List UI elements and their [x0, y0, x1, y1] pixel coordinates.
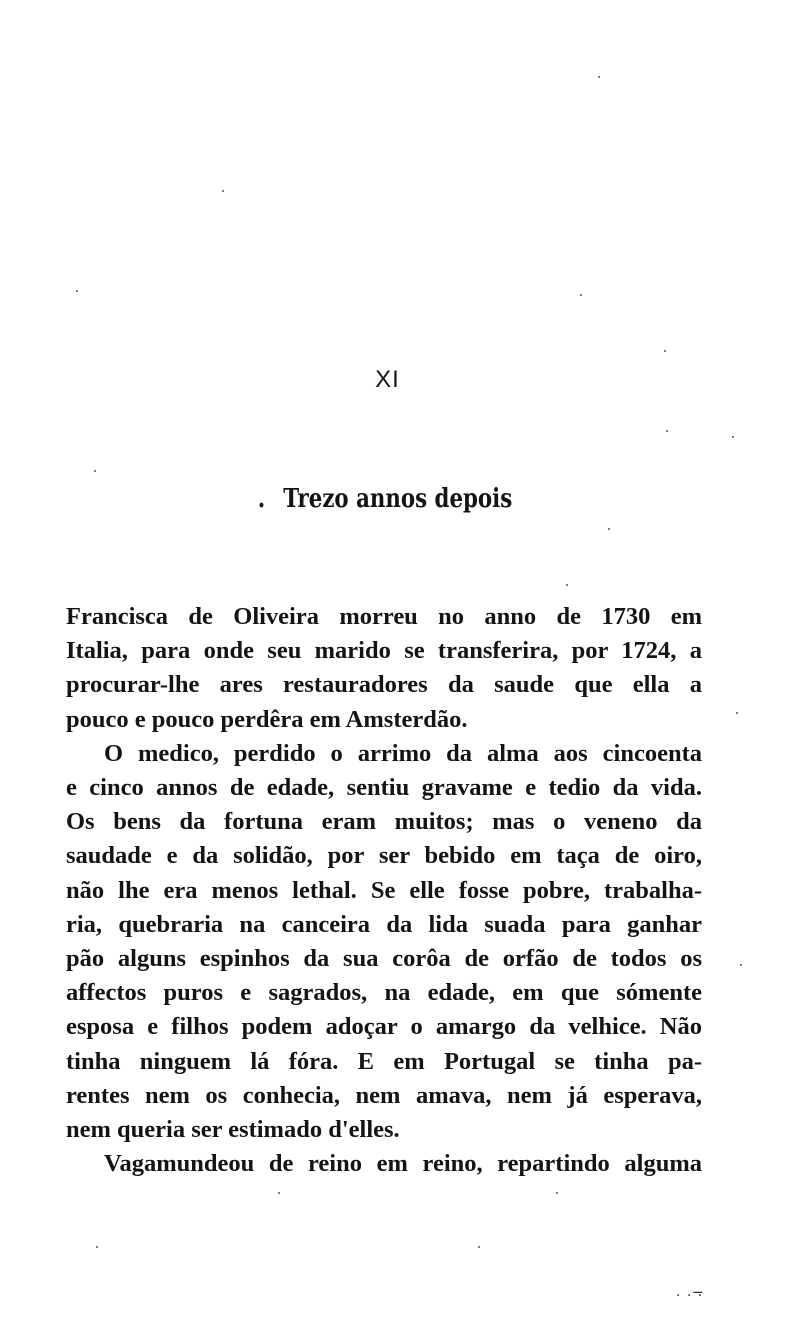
text-line: O medico, perdido o arrimo da alma aos cincoenta: [104, 739, 702, 767]
scan-speck: [664, 350, 666, 352]
text-line: Italia, para onde seu marido se transferira, por 1724, a: [66, 637, 702, 665]
text-line: nem queria ser estimado d'elles.: [66, 1116, 400, 1144]
text-line: e cinco annos de edade, sentiu gravame e tedio da vida.: [66, 774, 702, 802]
scan-speck: [478, 1246, 480, 1248]
body-text: [66, 600, 702, 1181]
scan-corner-mark: . . .̶̶: [676, 1284, 704, 1300]
scan-speck: [580, 294, 582, 296]
scan-speck: [94, 470, 96, 472]
text-line: ria, quebraria na canceira da lida suada para ganhar: [66, 910, 702, 938]
scan-speck: [556, 1192, 558, 1194]
text-line: não lhe era menos lethal. Se elle fosse pobre, trabalha-: [66, 876, 702, 904]
text-line: tinha ninguem lá fóra. E em Portugal se tinha pa-: [66, 1047, 702, 1075]
text-line: pão alguns espinhos da sua corôa de orfão de todos os: [66, 945, 702, 973]
text-line: saudade e da solidão, por ser bebido em taça de oiro,: [66, 842, 702, 870]
text-line: procurar-lhe ares restauradores da saude que ella a: [66, 671, 702, 699]
scan-speck: [608, 528, 610, 530]
text-line: esposa e filhos podem adoçar o amargo da velhice. Não: [66, 1013, 702, 1041]
scan-speck: [666, 430, 668, 432]
scan-speck: [76, 290, 78, 292]
text-line: affectos puros e sagrados, na edade, em que sómente: [66, 979, 702, 1007]
text-line: Vagamundeou de reino em reino, repartindo alguma: [104, 1150, 702, 1178]
scan-speck: [732, 436, 734, 438]
scan-speck: [740, 964, 742, 966]
text-line: Francisca de Oliveira morreu no anno de 1730 em: [66, 603, 702, 630]
scan-speck: [566, 584, 568, 586]
text-line: rentes nem os conhecia, nem amava, nem já esperava,: [66, 1081, 702, 1109]
scan-speck: [736, 712, 738, 714]
scan-speck: [278, 1192, 280, 1194]
chapter-title: Trezo annos depois: [283, 484, 513, 514]
text-line: pouco e pouco perdêra em Amsterdão.: [66, 705, 468, 733]
scan-speck: [222, 190, 224, 192]
scan-speck: [96, 1246, 98, 1248]
chapter-title-row: [69, 484, 700, 514]
scan-speck: [598, 76, 600, 78]
chapter-number: XI: [375, 366, 400, 393]
chapter-title-mark: .: [257, 484, 266, 514]
text-line: Os bens da fortuna eram muitos; mas o veneno da: [66, 808, 702, 836]
